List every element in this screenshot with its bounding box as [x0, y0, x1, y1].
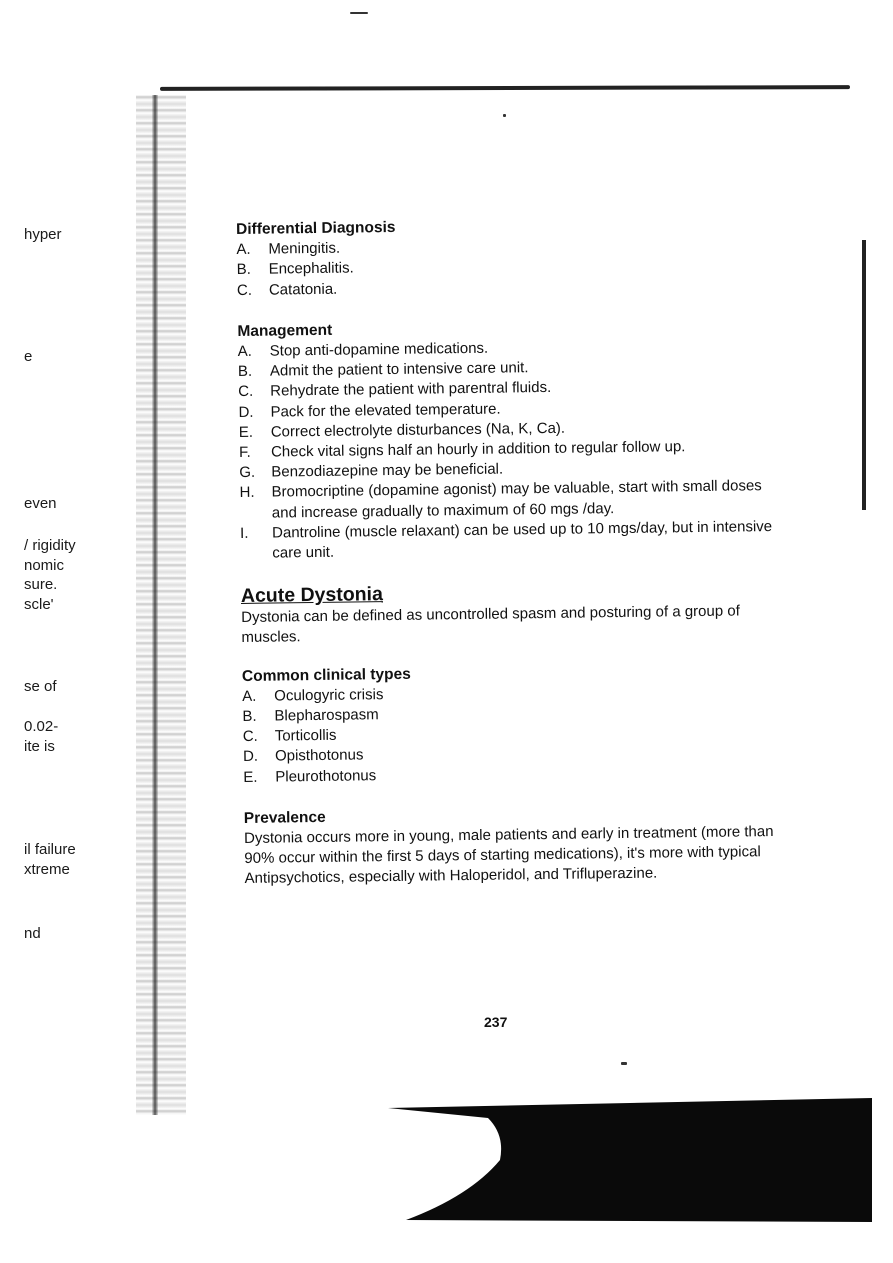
list-item: D. Pack for the elevated temperature. — [238, 400, 501, 421]
section-heading: Prevalence — [243, 808, 326, 827]
list-item: B. Encephalitis. — [236, 259, 354, 279]
list-item: B. Blepharospasm — [242, 706, 379, 726]
fragment: even — [24, 495, 57, 512]
acute-dystonia-section — [241, 578, 782, 648]
fragment: nomic — [24, 557, 65, 574]
fragment: e — [24, 348, 33, 365]
section-heading: Common clinical types — [241, 665, 411, 685]
prevalence-text: Dystonia occurs more in young, male patients and early in treatment (more than 90% occur within the first 5 days of starting medications), it's more with typical Antipsychotics, especially with Haloperidol, and Trifluperazine. — [243, 823, 774, 888]
management-section — [237, 315, 780, 564]
list-item: I. Dantroline (muscle relaxant) can be used up to 10 mgs/day, but in intensive care unit. — [239, 517, 773, 562]
prevalence-section — [244, 802, 785, 890]
section-heading: Management — [237, 321, 333, 340]
list-item: E. Pleurothotonus — [243, 766, 377, 786]
fragment: se of — [24, 678, 57, 695]
clinical-types-list — [242, 680, 783, 788]
differential-diagnosis-section — [236, 213, 777, 301]
clinical-types-section — [242, 660, 784, 788]
list-item: A. Oculogyric crisis — [242, 685, 384, 705]
fragment: xtreme — [24, 861, 70, 878]
page-content — [236, 213, 785, 911]
section-heading: Differential Diagnosis — [236, 218, 396, 238]
list-item: B. Admit the patient to intensive care unit. — [237, 359, 529, 381]
list-item: G. Benzodiazepine may be beneficial. — [239, 460, 504, 482]
differential-list — [236, 233, 777, 301]
list-item: A. Meningitis. — [236, 239, 341, 259]
fragment: 0.02- — [24, 718, 59, 735]
fragment: ite is — [24, 738, 55, 755]
fragment: nd — [24, 925, 41, 942]
list-item: D. Opisthotonus — [242, 746, 364, 766]
management-list — [238, 335, 781, 564]
dystonia-definition: Dystonia can be defined as uncontrolled spasm and posturing of a group of muscles. — [241, 602, 740, 647]
list-item: C. Torticollis — [242, 726, 337, 746]
list-item: F. Check vital signs half an hourly in addition to regular follow up. — [238, 438, 686, 462]
fragment: sure. — [24, 576, 58, 593]
list-item: H. Bromocriptine (dopamine agonist) may be valuable, start with small doses and increase gradually to maximum of 60 mgs /day. — [239, 477, 762, 522]
fragment: / rigidity — [24, 537, 76, 554]
list-item: C. Catatonia. — [236, 280, 338, 299]
page-number: 237 — [484, 1014, 508, 1030]
list-item: A. Stop anti-dopamine medications. — [237, 339, 489, 361]
list-item: C. Rehydrate the patient with parentral fluids. — [238, 379, 552, 401]
list-item: E. Correct electrolyte disturbances (Na, K, Ca). — [238, 419, 566, 441]
fragment: il failure — [24, 841, 76, 858]
section-title: Acute Dystonia — [240, 583, 384, 608]
fragment: scle' — [24, 596, 54, 613]
fragment: hyper — [24, 226, 62, 243]
